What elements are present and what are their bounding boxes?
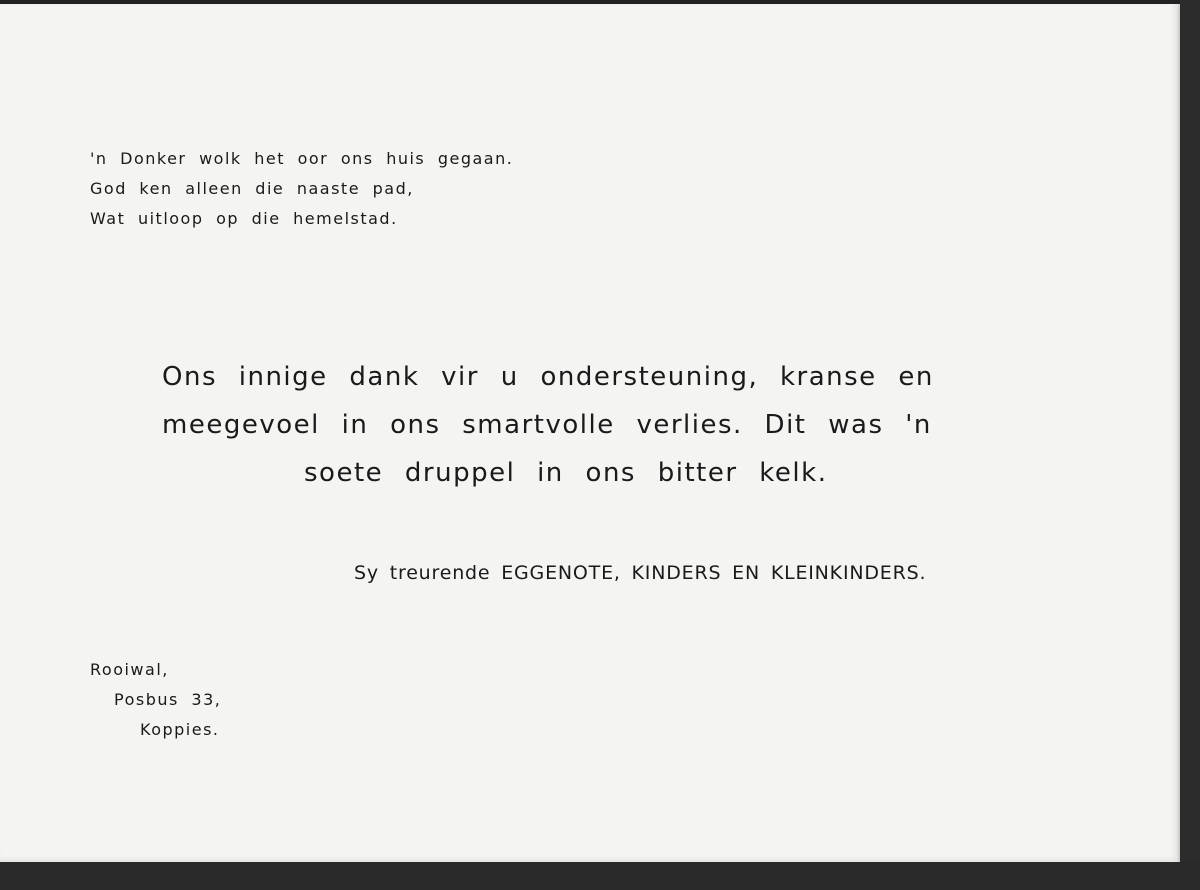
signature-line: Sy treurende EGGENOTE, KINDERS EN KLEINKINDERS. <box>354 562 927 584</box>
address-line-3: Koppies. <box>140 720 220 739</box>
message-line-1: Ons innige dank vir u ondersteuning, kranse en <box>162 362 934 392</box>
verse-line-2: God ken alleen die naaste pad, <box>90 179 414 198</box>
address-line-2: Posbus 33, <box>114 690 222 709</box>
dark-edge-right <box>1180 0 1200 890</box>
message-line-3: soete druppel in ons bitter kelk. <box>304 458 828 488</box>
address-line-1: Rooiwal, <box>90 660 169 679</box>
verse-line-1: 'n Donker wolk het oor ons huis gegaan. <box>90 149 514 168</box>
thank-you-card <box>0 4 1180 862</box>
message-line-2: meegevoel in ons smartvolle verlies. Dit was 'n <box>162 410 932 440</box>
verse-block <box>90 144 513 234</box>
verse-line-3: Wat uitloop op die hemelstad. <box>90 209 398 228</box>
dark-edge-bottom <box>0 862 1200 890</box>
